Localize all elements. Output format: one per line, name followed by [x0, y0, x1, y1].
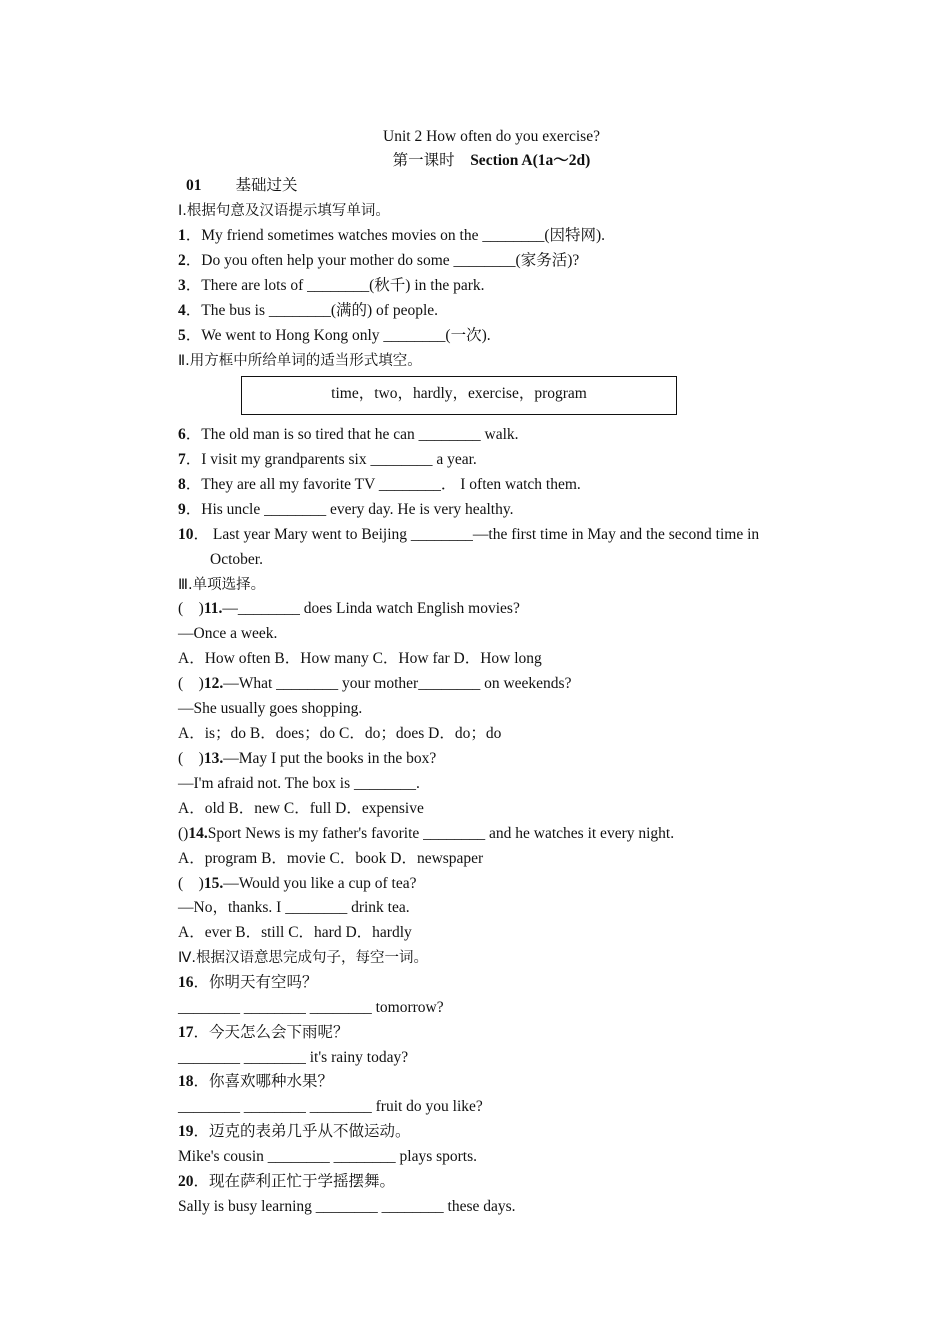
question-20: 20．现在萨利正忙于学摇摆舞。: [178, 1173, 396, 1190]
question-13-reply: —I'm afraid not. The box is ________.: [178, 775, 420, 792]
question-7: 7．I visit my grandparents six ________ a year.: [178, 451, 477, 468]
question-20-answer-line: Sally is busy learning ________ ________ these days.: [178, 1198, 516, 1215]
question-10: 10． Last year Mary went to Beijing ________—the first time in May and the second time in: [178, 526, 760, 543]
question-18-answer-line: ________ ________ ________ fruit do you like?: [178, 1098, 483, 1115]
section2-heading: Ⅱ.用方框中所给单词的适当形式填空。: [178, 353, 422, 369]
lesson-subtitle: [0, 151, 950, 171]
lesson-cn: 第一课时: [392, 152, 455, 169]
answer-paren[interactable]: (): [178, 825, 189, 842]
question-18: 18．你喜欢哪种水果？: [178, 1073, 334, 1090]
question-12-reply: —She usually goes shopping.: [178, 700, 363, 717]
question-2: 2．Do you often help your mother do some ________(家务活)?: [178, 252, 580, 269]
question-19-answer-line: Mike's cousin ________ ________ plays sports.: [178, 1148, 478, 1165]
question-6: 6．The old man is so tired that he can ________ walk.: [178, 426, 519, 443]
question-12: ( )12.—What ________ your mother________ on weekends?: [178, 675, 572, 692]
answer-paren[interactable]: ( ): [178, 600, 204, 617]
question-16-answer-line: ________ ________ ________ tomorrow?: [178, 999, 444, 1016]
question-13: ( )13.—May I put the books in the box?: [178, 750, 437, 767]
answer-paren[interactable]: ( ): [178, 675, 204, 692]
word-box: [241, 376, 677, 415]
question-14: ()14.Sport News is my father's favorite ________ and he watches it every night.: [178, 825, 675, 842]
answer-paren[interactable]: ( ): [178, 750, 204, 767]
lesson-section: Section A(1a～2d): [470, 152, 591, 169]
question-15-reply: —No，thanks. I ________ drink tea.: [178, 899, 410, 916]
section4-heading: Ⅳ.根据汉语意思完成句子，每空一词。: [178, 950, 428, 966]
question-17-answer-line: ________ ________ it's rainy today?: [178, 1049, 409, 1066]
question-3: 3．There are lots of ________(秋千) in the park.: [178, 277, 485, 294]
question-10-continued: October.: [210, 551, 263, 568]
question-1: 1．My friend sometimes watches movies on the ________(因特网).: [178, 227, 606, 244]
section1-heading: Ⅰ.根据句意及汉语提示填写单词。: [178, 203, 390, 219]
section3-heading: Ⅲ.单项选择。: [178, 577, 266, 593]
question-15-options: A．ever B．still C．hard D．hardly: [178, 924, 412, 941]
part-name: 基础过关: [235, 177, 298, 194]
question-19: 19．迈克的表弟几乎从不做运动。: [178, 1123, 411, 1140]
question-9: 9．His uncle ________ every day. He is very healthy.: [178, 501, 514, 518]
question-17: 17．今天怎么会下雨呢？: [178, 1024, 349, 1041]
question-15: ( )15.—Would you like a cup of tea?: [178, 875, 417, 892]
question-5: 5．We went to Hong Kong only ________(一次).: [178, 327, 491, 344]
page-title: Unit 2 How often do you exercise?: [383, 128, 600, 145]
question-14-options: A．program B．movie C．book D．newspaper: [178, 850, 484, 867]
question-11: ( )11.—________ does Linda watch English movies?: [178, 600, 520, 617]
part-header: [186, 176, 298, 196]
part-number: 01: [186, 177, 202, 194]
word-box-text: time，two，hardly，exercise，program: [331, 385, 587, 402]
question-8: 8．They are all my favorite TV ________． I often watch them.: [178, 476, 581, 493]
question-4: 4．The bus is ________(满的) of people.: [178, 302, 439, 319]
question-12-options: A．is；do B．does；do C．do；does D．do；do: [178, 725, 502, 742]
answer-paren[interactable]: ( ): [178, 875, 204, 892]
question-11-options: A．How often B．How many C．How far D．How long: [178, 650, 542, 667]
question-13-options: A．old B．new C．full D．expensive: [178, 800, 424, 817]
question-11-reply: —Once a week.: [178, 625, 278, 642]
question-16: 16．你明天有空吗？: [178, 974, 318, 991]
